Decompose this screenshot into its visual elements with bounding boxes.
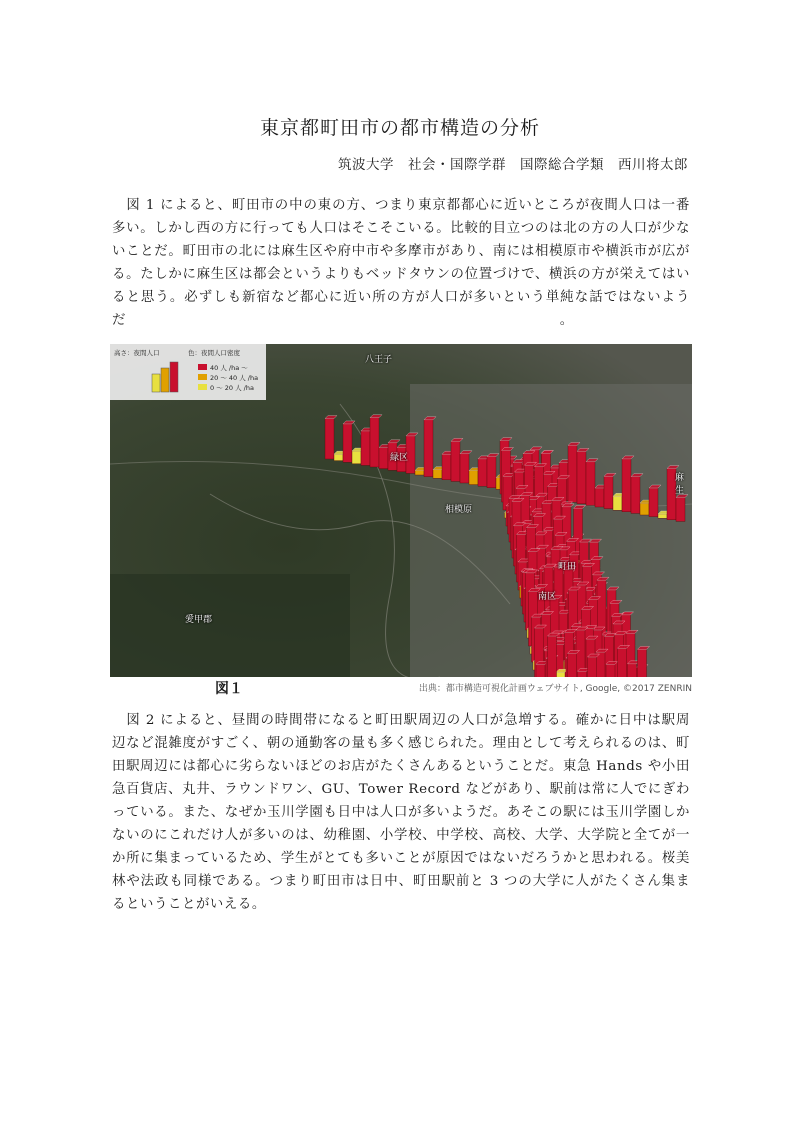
map-label-sagamihara: 相模原	[445, 505, 473, 515]
population-bar	[676, 498, 685, 522]
population-bar	[606, 664, 615, 677]
population-bar	[433, 470, 442, 478]
population-bar	[588, 657, 597, 677]
figure-source: 出典：都市構造可視化計画ウェブサイト, Google, ©2017 ZENRIN	[418, 684, 692, 694]
population-bar	[451, 441, 460, 481]
paragraph-2-text: 図 2 によると、昼間の時間帯になると町田駅周辺の人口が急増する。確かに日中は駅周辺など混雑度がすごく、朝の通勤客の量も多く感じられた。理由として考えられるのは、町田駅周辺には都心に劣らないほどのお店がたくさんあるということだ。東急 Hands や小田急百貨店、丸井、ラウンドワン、GU、Tower Record などがあり、駅前は常に人でにぎわっている。また、なぜか玉川学園も日中は人口が多いようだ。あそこの駅には玉川学園しかないのにこれだけ人が多いのは、幼稚園、小学校、中学校、高校、大学、大学院と全てが一か所に集まっているため、学生がとても多いことが原因ではないだろうかと思われる。桜美林や法政も同様である。つまり町田市は日中、町田駅前と 3 つの大学に人がたくさん集まるということがいえる。	[112, 713, 690, 912]
population-bar	[415, 470, 424, 475]
population-bar	[577, 451, 586, 503]
legend-item-mid: 20 ～ 40 人 /ha	[210, 374, 259, 382]
population-bar	[536, 664, 545, 677]
map-label-hachioji: 八王子	[365, 355, 393, 365]
legend-swatch-mid	[198, 374, 207, 380]
map-legend	[110, 344, 266, 400]
population-bar	[628, 664, 637, 677]
figure-1-map	[110, 344, 692, 677]
population-bar	[586, 462, 595, 506]
population-bar	[640, 503, 649, 515]
map-label-asao: 麻生	[675, 473, 685, 496]
population-bar	[361, 431, 370, 465]
population-bar	[658, 514, 667, 518]
population-bar	[370, 418, 379, 467]
paragraph-1	[112, 194, 690, 332]
population-bar	[352, 451, 361, 464]
population-bar	[649, 488, 658, 517]
population-bar	[613, 496, 622, 510]
legend-swatch-low	[198, 384, 207, 390]
legend-color-label: 色：夜間人口密度	[188, 349, 240, 357]
population-bar	[568, 445, 577, 502]
population-bar	[442, 454, 451, 480]
population-bar	[325, 419, 334, 459]
map-label-machida: 町田	[558, 562, 577, 572]
population-bar	[334, 454, 343, 460]
legend-swatch-high	[198, 364, 207, 370]
population-bar	[578, 671, 587, 677]
figure-caption: 図１	[215, 681, 243, 697]
population-bar	[556, 672, 565, 677]
population-bar	[638, 649, 647, 677]
population-bar	[595, 488, 604, 507]
map-label-midori: 緑区	[390, 453, 409, 463]
population-bar	[487, 457, 496, 488]
population-bar	[343, 424, 352, 462]
map-label-aiko: 愛甲郡	[185, 615, 213, 625]
population-bar	[478, 459, 487, 486]
page-title: 東京都町田市の都市構造の分析	[259, 117, 540, 139]
population-bar	[631, 477, 640, 514]
paragraph-2	[112, 709, 690, 916]
population-bar	[604, 476, 613, 508]
population-bar	[424, 420, 433, 477]
population-bar	[469, 471, 478, 485]
population-bar	[622, 459, 631, 512]
population-bar	[460, 454, 469, 483]
population-bar	[618, 648, 627, 677]
population-bar	[548, 636, 557, 677]
paragraph-1-text: 図 1 によると、町田市の中の東の方、つまり東京都都心に近いところが夜間人口は一番多い。しかし西の方に行っても人口はそこそこいる。比較的目立つのは北の方の人口が少ないことだ。町田市の北には麻生区や府中市や多摩市があり、南には相模原市や横浜市が広がる。たしかに麻生区は都会というよりもベッドタウンの位置づけで、横浜の方が栄えてはいると思う。必ずしも新宿など都心に近い所の方が人口が多いという単純な話ではないようだ 。	[112, 198, 690, 328]
legend-height-label: 高さ：夜間人口	[114, 349, 160, 357]
legend-item-high: 40 人 /ha ～	[210, 364, 248, 372]
population-bar	[379, 448, 388, 469]
map-label-minami: 南区	[538, 592, 557, 602]
legend-bar-icon	[150, 360, 184, 394]
legend-item-low: 0 ～ 20 人 /ha	[210, 384, 254, 392]
author-line: 筑波大学 社会・国際学群 国際総合学類 西川将太郎	[338, 157, 688, 173]
population-bar	[568, 653, 577, 677]
